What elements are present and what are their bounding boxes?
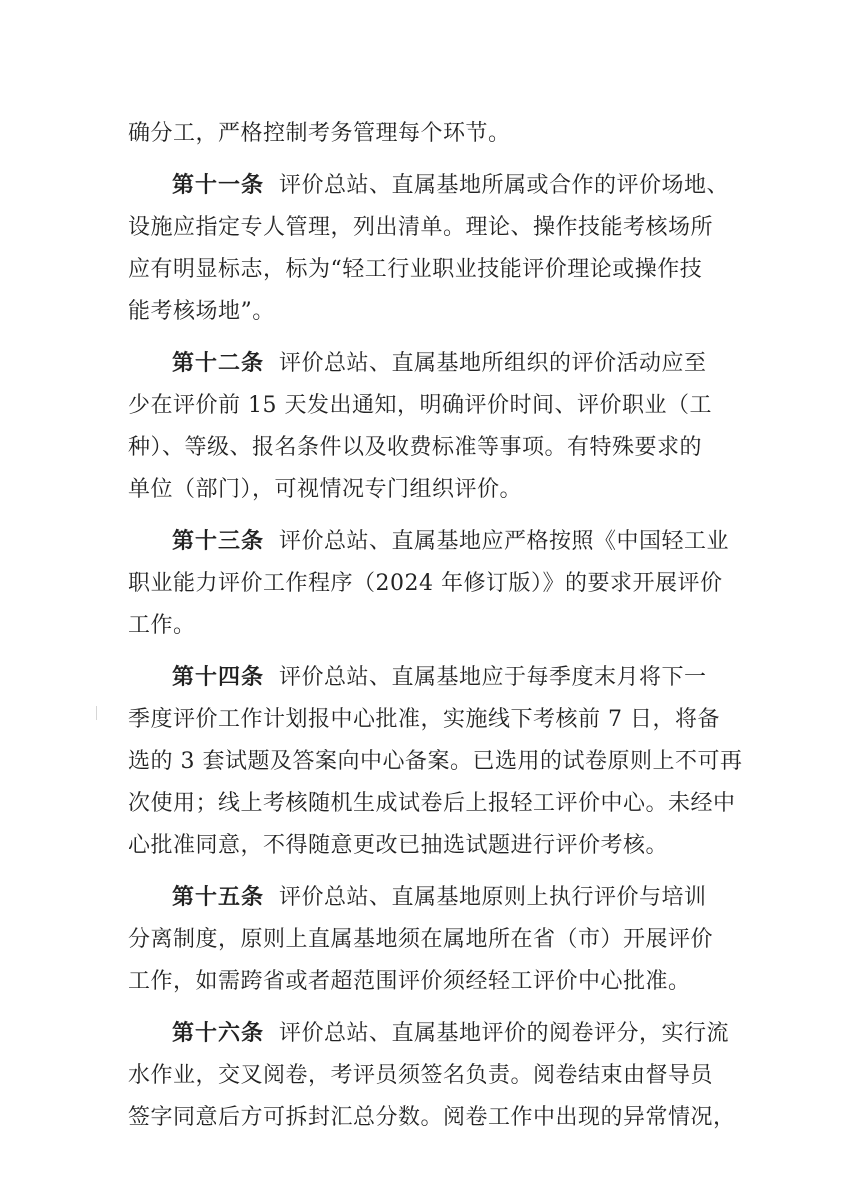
text-line: 心批准同意，不得随意更改已抽选试题进行评价考核。: [128, 833, 669, 858]
text-line: 签字同意后方可拆封汇总分数。阅卷工作中出现的异常情况，: [128, 1105, 736, 1130]
article-line: 第十五条 评价总站、直属基地原则上执行评价与培训: [172, 885, 707, 910]
text-line: 设施应指定专人管理，列出清单。理论、操作技能考核场所: [128, 215, 714, 240]
text-line: 工作，如需跨省或者超范围评价须经轻工评价中心批准。: [128, 969, 691, 994]
text-line: 单位（部门），可视情况专门组织评价。: [128, 477, 523, 502]
text-line: 次使用；线上考核随机生成试卷后上报轻工评价中心。未经中: [128, 791, 736, 816]
article-line: 第十三条 评价总站、直属基地应严格按照《中国轻工业: [172, 529, 730, 554]
article-number: 第十二条: [172, 351, 265, 376]
article-number: 第十四条: [172, 665, 265, 690]
article-line: 第十四条 评价总站、直属基地应于每季度末月将下一: [172, 665, 707, 690]
text-line: 职业能力评价工作程序（2024 年修订版）》的要求开展评价: [128, 571, 723, 596]
text-line: 能考核场地”。: [128, 299, 275, 324]
article-number: 第十三条: [172, 529, 265, 554]
text-line: 分离制度，原则上直属基地须在属地所在省（市）开展评价: [128, 927, 714, 952]
article-number: 第十六条: [172, 1021, 265, 1046]
article-line: 第十二条 评价总站、直属基地所组织的评价活动应至: [172, 351, 707, 376]
text-line: 工作。: [128, 613, 196, 638]
text-line: 种）、等级、报名条件以及收费标准等事项。有特殊要求的: [128, 435, 703, 460]
article-line: 第十一条 评价总站、直属基地所属或合作的评价场地、: [172, 173, 730, 198]
article-line: 第十六条 评价总站、直属基地评价的阅卷评分，实行流: [172, 1021, 730, 1046]
scan-mark: [96, 706, 97, 720]
text-line: 季度评价工作计划报中心批准，实施线下考核前 7 日，将备: [128, 707, 720, 732]
article-number: 第十一条: [172, 173, 265, 198]
text-line: 确分工，严格控制考务管理每个环节。: [128, 121, 511, 146]
text-line: 水作业，交叉阅卷，考评员须签名负责。阅卷结束由督导员: [128, 1063, 714, 1088]
document-body: [128, 118, 743, 1144]
text-line: 应有明显标志，标为“轻工行业职业技能评价理论或操作技: [128, 257, 703, 282]
text-line: 少在评价前 15 天发出通知，明确评价时间、评价职业（工: [128, 393, 712, 418]
text-line: 选的 3 套试题及答案向中心备案。已选用的试卷原则上不可再: [128, 749, 743, 774]
article-number: 第十五条: [172, 885, 265, 910]
